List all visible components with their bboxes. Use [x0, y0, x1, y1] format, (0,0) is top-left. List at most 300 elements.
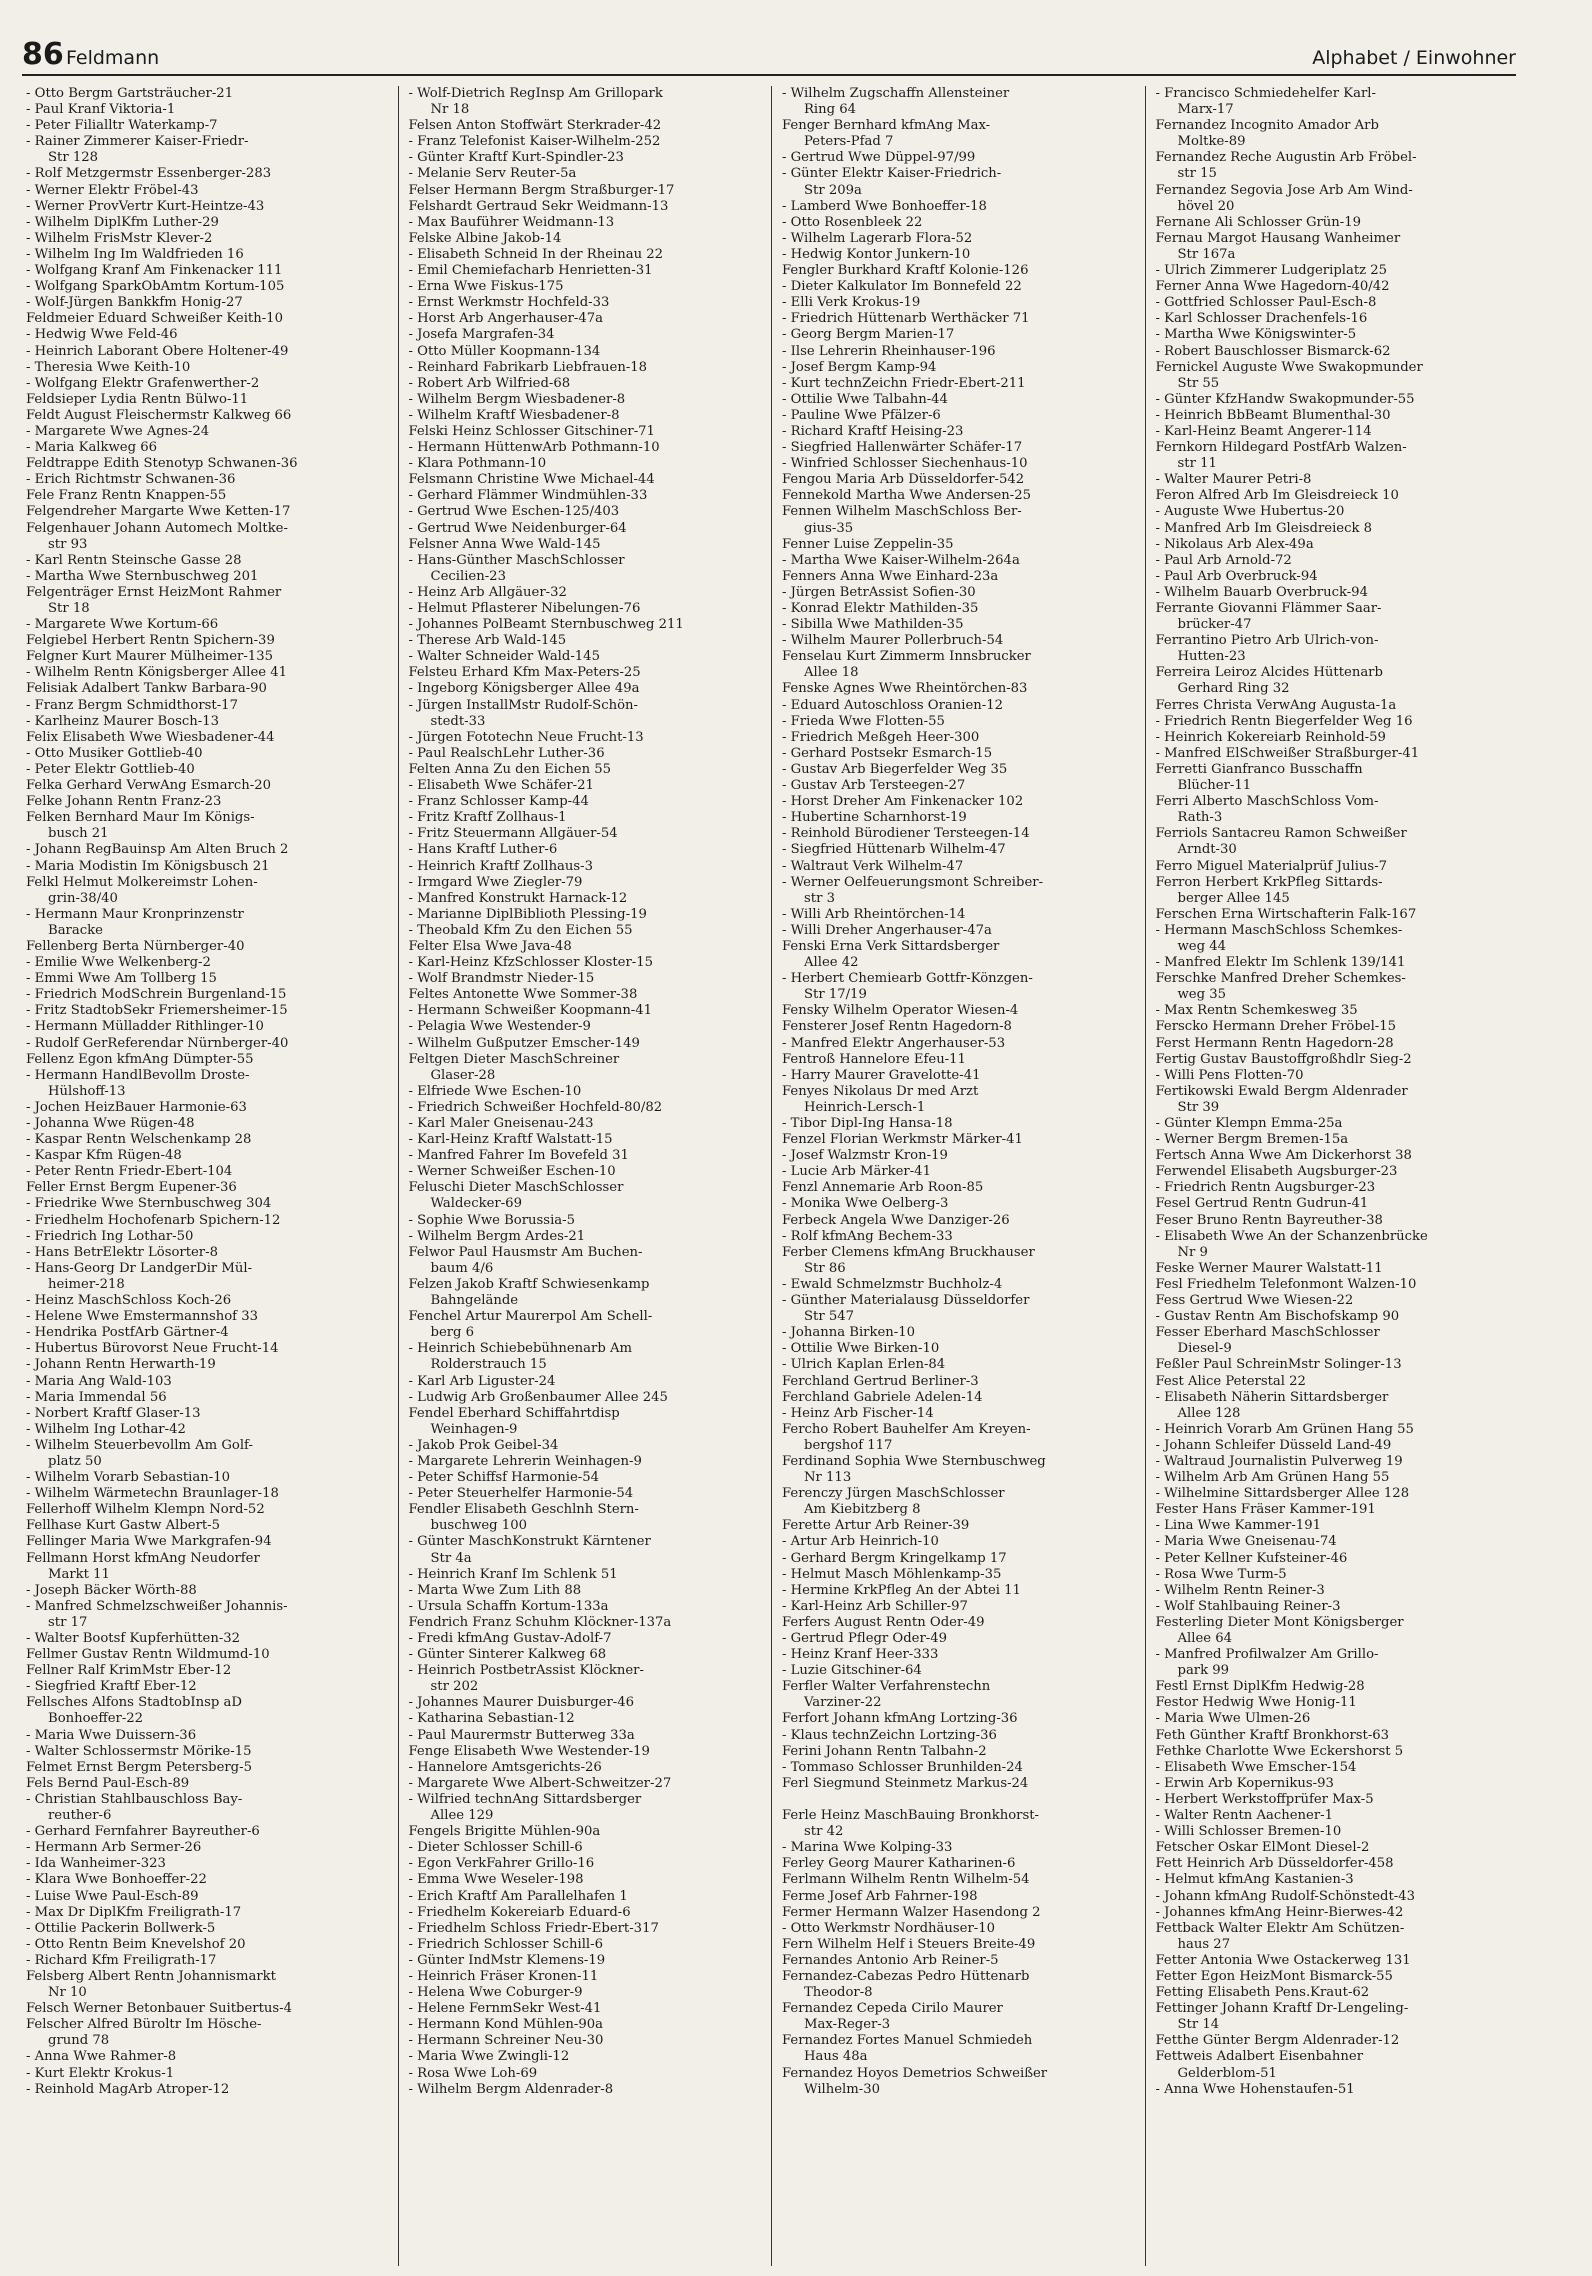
directory-entry-line: Fellmer Gustav Rentn Wildmumd-10 — [26, 1647, 270, 1663]
directory-entry-line: - Hans-Georg Dr LandgerDir Mül- — [26, 1260, 253, 1276]
directory-entry-line: - Francisco Schmiedehelfer Karl- — [1155, 86, 1376, 101]
directory-entry-line: Str 209a — [804, 182, 862, 198]
directory-entry-line: - Anna Wwe Hohenstaufen-51 — [1155, 2081, 1355, 2097]
directory-entry-line: - Elisabeth Wwe Emscher-154 — [1155, 1759, 1357, 1775]
directory-entry-line: - Franz Schlosser Kamp-44 — [408, 794, 589, 810]
directory-entry-line: - Georg Bergm Marien-17 — [782, 327, 955, 343]
directory-entry-line: - Wilfried technAng Sittardsberger — [408, 1791, 642, 1807]
directory-entry-line: - Rosa Wwe Loh-69 — [408, 2065, 538, 2081]
directory-entry-line: Str 4a — [430, 1550, 472, 1566]
directory-entry-line: Felgiebel Herbert Rentn Spichern-39 — [26, 633, 275, 649]
directory-entry-line: Str 86 — [804, 1260, 846, 1276]
directory-entry-line: - Wilhelm DiplKfm Luther-29 — [26, 214, 219, 230]
directory-entry-line: Fellenberg Berta Nürnberger-40 — [26, 938, 245, 954]
directory-entry-line: Fertig Gustav Baustoffgroßhdlr Sieg-2 — [1155, 1051, 1412, 1067]
directory-entry-line: - Maria Immendal 56 — [26, 1389, 167, 1405]
directory-entry-line: - Heinrich Schiebebühnenarb Am — [408, 1341, 632, 1357]
directory-entry-line: Ferretti Gianfranco Busschaffn — [1155, 761, 1363, 777]
directory-entry-line: - Jürgen InstallMstr Rudolf-Schön- — [408, 697, 638, 713]
directory-entry-line: Fensterer Josef Rentn Hagedorn-8 — [782, 1019, 1012, 1035]
directory-entry-line: - Hannelore Amtsgerichts-26 — [408, 1759, 602, 1775]
directory-entry-line: Fenger Bernhard kfmAng Max- — [782, 118, 991, 134]
directory-entry-line: Hülshoff-13 — [48, 1083, 126, 1099]
directory-entry-line: - Ulrich Kaplan Erlen-84 — [782, 1357, 946, 1373]
directory-entry-line: - Wolfgang Elektr Grafenwerther-2 — [26, 375, 260, 391]
directory-entry-line: - Heinrich Kokereiarb Reinhold-59 — [1155, 729, 1386, 745]
directory-entry-line: - Friedhelm Kokereiarb Eduard-6 — [408, 1904, 631, 1920]
directory-entry-line: Ferchland Gertrud Berliner-3 — [782, 1373, 979, 1389]
directory-entry-line: Festl Ernst DiplKfm Hedwig-28 — [1155, 1679, 1365, 1695]
directory-entry-line: - Kurt technZeichn Friedr-Ebert-211 — [782, 375, 1026, 391]
directory-entry-line: Ferchland Gabriele Adelen-14 — [782, 1389, 983, 1405]
directory-entry-line: - Margarete Wwe Agnes-24 — [26, 423, 210, 439]
directory-entry-line: - Rosa Wwe Turm-5 — [1155, 1566, 1287, 1582]
directory-entry-line: Ferriols Santacreu Ramon Schweißer — [1155, 826, 1407, 842]
directory-entry-line: - Emil Chemiefacharb Henrietten-31 — [408, 263, 653, 279]
directory-entry-line: - Wolf Brandmstr Nieder-15 — [408, 971, 595, 987]
directory-entry-line: Feldtrappe Edith Stenotyp Schwanen-36 — [26, 456, 298, 472]
directory-entry-line: Feske Werner Maurer Walstatt-11 — [1155, 1260, 1383, 1276]
directory-entry-line: Felten Anna Zu den Eichen 55 — [408, 761, 612, 777]
directory-entry-line: Feldmeier Eduard Schweißer Keith-10 — [26, 311, 283, 327]
directory-entry-line: - Emmi Wwe Am Tollberg 15 — [26, 971, 217, 987]
directory-entry-line: str 15 — [1177, 166, 1217, 182]
directory-entry-line: - Maria Kalkweg 66 — [26, 440, 158, 456]
directory-entry-line: - Manfred Konstrukt Harnack-12 — [408, 890, 628, 906]
directory-entry-line: Fellner Ralf KrimMstr Eber-12 — [26, 1663, 232, 1679]
directory-entry-line: - Johannes Maurer Duisburger-46 — [408, 1695, 635, 1711]
directory-entry-line: - Hermann HüttenwArb Pothmann-10 — [408, 440, 660, 456]
directory-entry-line: - Herbert Werkstoffprüfer Max-5 — [1155, 1791, 1374, 1807]
directory-entry-line: - Hubertine Scharnhorst-19 — [782, 810, 967, 826]
directory-entry-line: - Rainer Zimmerer Kaiser-Friedr- — [26, 134, 249, 150]
directory-entry-line: Allee 64 — [1177, 1631, 1233, 1646]
directory-entry-line: - Wilhelm FrisMstr Klever-2 — [26, 230, 213, 246]
directory-entry-line: Felsen Anton Stoffwärt Sterkrader-42 — [408, 118, 662, 134]
directory-entry-line: - Peter Filialltr Waterkamp-7 — [26, 118, 218, 134]
directory-entry-line: Nr 113 — [804, 1470, 852, 1486]
directory-entry-line: - Johannes PolBeamt Sternbuschweg 211 — [408, 617, 684, 633]
directory-entry-line: Felka Gerhard VerwAng Esmarch-20 — [26, 778, 271, 794]
directory-entry-line: Fensky Wilhelm Operator Wiesen-4 — [782, 1003, 1019, 1019]
directory-entry-line: - Marta Wwe Zum Lith 88 — [408, 1582, 582, 1598]
directory-entry-line: - Jochen HeizBauer Harmonie-63 — [26, 1099, 247, 1115]
directory-entry-line: - Gertrud Wwe Neidenburger-64 — [408, 520, 627, 536]
directory-entry-line: Str 18 — [48, 601, 90, 616]
directory-entry-line: Fellhase Kurt Gastw Albert-5 — [26, 1518, 221, 1534]
directory-entry-line: - Walter Rentn Aachener-1 — [1155, 1808, 1333, 1824]
directory-entry-line: - Ottilie Wwe Talbahn-44 — [782, 391, 948, 407]
directory-entry-line: - Johann kfmAng Rudolf-Schönstedt-43 — [1155, 1888, 1416, 1904]
directory-entry-line: - Franz Bergm Schmidthorst-17 — [26, 697, 238, 713]
directory-entry-line: - Peter Elektr Gottlieb-40 — [26, 761, 195, 777]
directory-entry-line: - Helene FernmSekr West-41 — [408, 2001, 602, 2017]
directory-entry-line: - Rolf Metzgermstr Essenberger-283 — [26, 166, 272, 182]
directory-entry-line: - Heinrich Kranf Im Schlenk 51 — [408, 1566, 618, 1582]
directory-entry-line: Fernau Margot Hausang Wanheimer — [1155, 230, 1401, 246]
directory-entry-line: Ferfort Johann kfmAng Lortzing-36 — [782, 1711, 1018, 1727]
directory-entry-line: bergshof 117 — [804, 1437, 893, 1453]
directory-entry-line: - Hubertus Bürovorst Neue Frucht-14 — [26, 1341, 279, 1357]
directory-entry-line: - Wolf-Dietrich RegInsp Am Grillopark — [408, 86, 663, 101]
directory-entry-line: - Friedrich Rentn Augsburger-23 — [1155, 1180, 1376, 1196]
directory-entry-line: - Karl Maler Gneisenau-243 — [408, 1116, 594, 1131]
directory-entry-line: - Manfred Schmelzschweißer Johannis- — [26, 1598, 288, 1614]
directory-entry-line: Felgendreher Margarte Wwe Ketten-17 — [26, 504, 291, 520]
directory-entry-line: Fester Hans Fräser Kammer-191 — [1155, 1502, 1376, 1518]
page-number: 86 — [22, 37, 64, 72]
directory-entry-line: Fettinger Johann Kraftf Dr-Lengeling- — [1155, 2001, 1409, 2017]
directory-entry-line: - Luise Wwe Paul-Esch-89 — [26, 1888, 199, 1904]
directory-entry-line: Feßler Paul SchreinMstr Solinger-13 — [1155, 1357, 1402, 1373]
directory-entry-line: Fenyes Nikolaus Dr med Arzt — [782, 1083, 979, 1099]
directory-entry-line: - Otto Musiker Gottlieb-40 — [26, 745, 203, 761]
directory-entry-line: - Reinhard Fabrikarb Liebfrauen-18 — [408, 359, 648, 375]
directory-entry-line: Fellinger Maria Wwe Markgrafen-94 — [26, 1534, 272, 1550]
directory-entry-line: haus 27 — [1177, 1936, 1231, 1952]
directory-entry-line: - Siegfried Hallenwärter Schäfer-17 — [782, 440, 1023, 456]
directory-entry-line: - Otto Werkmstr Nordhäuser-10 — [782, 1920, 996, 1936]
directory-entry-line: - Hermann HandlBevollm Droste- — [26, 1067, 250, 1083]
directory-entry-line: brücker-47 — [1177, 617, 1252, 633]
directory-entry-line: - Otto Rentn Beim Knevelshof 20 — [26, 1936, 246, 1952]
directory-entry-line: - Johanna Wwe Rügen-48 — [26, 1116, 195, 1131]
directory-entry-line: - Pelagia Wwe Westender-9 — [408, 1019, 591, 1035]
directory-entry-line: Nr 10 — [48, 1985, 87, 2001]
directory-entry-line: - Wilhelm Steuerbevollm Am Golf- — [26, 1437, 253, 1453]
directory-entry-line: grin-38/40 — [48, 890, 118, 906]
directory-entry-line: - Martha Wwe Sternbuschweg 201 — [26, 568, 259, 584]
directory-entry-line: Rolderstrauch 15 — [430, 1357, 547, 1373]
directory-entry-line: Fethke Charlotte Wwe Eckershorst 5 — [1155, 1743, 1404, 1759]
directory-entry-line: Nr 18 — [430, 102, 470, 118]
directory-entry-line: Fenski Erna Verk Sittardsberger — [782, 938, 1000, 954]
directory-entry-line: - Hans-Günther MaschSchlosser — [408, 552, 625, 568]
directory-entry-line: Feldt August Fleischermstr Kalkweg 66 — [26, 407, 292, 423]
directory-entry-line: - Margarete Wwe Albert-Schweitzer-27 — [408, 1775, 672, 1791]
directory-entry-line: - Richard Kraftf Heising-23 — [782, 423, 964, 439]
directory-entry-line: - Walter Schneider Wald-145 — [408, 649, 600, 665]
directory-entry-line: Str 128 — [48, 150, 99, 166]
directory-entry-line: - Hermann Kond Mühlen-90a — [408, 2017, 603, 2033]
directory-entry-line: - Winfried Schlosser Siechenhaus-10 — [782, 456, 1028, 472]
directory-entry-line: Felgner Kurt Maurer Mülheimer-135 — [26, 649, 273, 665]
directory-entry-line: Ferrantino Pietro Arb Ulrich-von- — [1155, 633, 1379, 649]
directory-entry-line: - Paul Kranf Viktoria-1 — [26, 102, 176, 118]
directory-entry-line: - Elli Verk Krokus-19 — [782, 295, 921, 311]
directory-entry-line: - Maria Ang Wald-103 — [26, 1373, 172, 1389]
directory-entry-line: Str 167a — [1177, 246, 1236, 262]
directory-entry-line: Allee 18 — [804, 665, 859, 681]
directory-entry-line: - Wilhelm Rentn Königsberger Allee 41 — [26, 665, 288, 681]
directory-entry-line: Bahngelände — [430, 1293, 519, 1309]
directory-entry-line: - Max Dr DiplKfm Freiligrath-17 — [26, 1904, 242, 1920]
directory-entry-line: Feth Günther Kraftf Bronkhorst-63 — [1155, 1727, 1390, 1743]
directory-entry-line: - Wilhelm Arb Am Grünen Hang 55 — [1155, 1470, 1390, 1486]
directory-entry-line: Ferscko Hermann Dreher Fröbel-15 — [1155, 1019, 1397, 1035]
directory-column-2 — [398, 86, 772, 2266]
directory-entry-line: - Johann Rentn Herwarth-19 — [26, 1357, 216, 1373]
directory-entry-line: - Wilhelm Bergm Wiesbadener-8 — [408, 391, 626, 407]
directory-entry-line: Fertsch Anna Wwe Am Dickerhorst 38 — [1155, 1148, 1412, 1164]
directory-entry-line: - Hermann Maur Kronprinzenstr — [26, 906, 244, 922]
directory-entry-line: Ferwendel Elisabeth Augsburger-23 — [1155, 1164, 1398, 1180]
directory-entry-line: Fernandez-Cabezas Pedro Hüttenarb — [782, 1968, 1030, 1984]
directory-entry-line: - Ilse Lehrerin Rheinhauser-196 — [782, 343, 996, 359]
directory-entry-line: - Therese Arb Wald-145 — [408, 633, 567, 649]
directory-entry-line: Fernandez Incognito Amador Arb — [1155, 118, 1379, 134]
directory-entry-line: - Friedhelm Schloss Friedr-Ebert-317 — [408, 1920, 659, 1936]
directory-entry-line: - Friedrich Rentn Biegerfelder Weg 16 — [1155, 713, 1413, 729]
directory-entry-line: Fermer Hermann Walzer Hasendong 2 — [782, 1904, 1041, 1920]
directory-entry-line: - Heinrich Kraftf Zollhaus-3 — [408, 858, 594, 874]
directory-entry-line: - Margarete Wwe Kortum-66 — [26, 617, 219, 633]
directory-entry-line: - Wilhelm Lagerarb Flora-52 — [782, 230, 973, 246]
directory-entry-line: - Hans BetrElektr Lösorter-8 — [26, 1244, 218, 1260]
directory-entry-line: - Günther Materialausg Düsseldorfer — [782, 1293, 1030, 1309]
directory-entry-line: Felke Johann Rentn Franz-23 — [26, 794, 222, 810]
directory-entry-line: - Egon VerkFahrer Grillo-16 — [408, 1856, 595, 1872]
directory-entry-line: - Wilhelm Gußputzer Emscher-149 — [408, 1035, 640, 1051]
directory-entry-line: - Irmgard Wwe Ziegler-79 — [408, 874, 583, 890]
directory-entry-line: - Wolfgang Kranf Am Finkenacker 111 — [26, 263, 283, 279]
directory-entry-line: - Heinz Arb Fischer-14 — [782, 1405, 934, 1421]
directory-entry-line: Fesel Gertrud Rentn Gudrun-41 — [1155, 1196, 1369, 1212]
directory-entry-line: - Joseph Bäcker Wörth-88 — [26, 1582, 197, 1598]
directory-entry-line: - Elfriede Wwe Eschen-10 — [408, 1083, 582, 1099]
directory-entry-line: - Friedrich Meßgeh Heer-300 — [782, 729, 980, 745]
directory-entry-line: - Wilhelm Bergm Aldenrader-8 — [408, 2081, 614, 2097]
directory-entry-line: - Franz Telefonist Kaiser-Wilhelm-252 — [408, 134, 661, 150]
directory-entry-line: - Günter Elektr Kaiser-Friedrich- — [782, 166, 1002, 182]
directory-entry-line: Felsner Anna Wwe Wald-145 — [408, 536, 601, 552]
directory-entry-line: Felsmann Christine Wwe Michael-44 — [408, 472, 655, 488]
directory-entry-line: Ferme Josef Arb Fahrner-198 — [782, 1888, 978, 1904]
directory-entry-line: - Friedrich ModSchrein Burgenland-15 — [26, 987, 287, 1003]
directory-entry-line: Ferbeck Angela Wwe Danziger-26 — [782, 1212, 1010, 1228]
directory-entry-line: - Willi Dreher Angerhauser-47a — [782, 922, 992, 938]
directory-entry-line: Haus 48a — [804, 2049, 868, 2065]
directory-entry-line: Fellerhoff Wilhelm Klempn Nord-52 — [26, 1502, 265, 1518]
directory-entry-line: Blücher-11 — [1177, 778, 1252, 794]
directory-entry-line: - Hermann Schweißer Koopmann-41 — [408, 1003, 653, 1019]
directory-entry-line: - Josefa Margrafen-34 — [408, 327, 555, 343]
directory-entry-line: - Pauline Wwe Pfälzer-6 — [782, 407, 941, 423]
directory-entry-line: - Günter Kraftf Kurt-Spindler-23 — [408, 150, 624, 166]
directory-entry-line: - Hedwig Kontor Junkern-10 — [782, 246, 971, 262]
directory-entry-line: Felski Heinz Schlosser Gitschiner-71 — [408, 423, 655, 439]
directory-entry-line: - Gerhard Flämmer Windmühlen-33 — [408, 488, 648, 504]
directory-entry-line: Fernickel Auguste Wwe Swakopmunder — [1155, 359, 1423, 375]
directory-entry-line: - Fritz StadtobSekr Friemersheimer-15 — [26, 1003, 288, 1019]
directory-entry-line: - Wilhelm Bergm Ardes-21 — [408, 1228, 586, 1244]
directory-entry-line: - Gerhard Bergm Kringelkamp 17 — [782, 1550, 1007, 1566]
directory-entry-line: Ferfler Walter Verfahrenstechn — [782, 1679, 991, 1695]
directory-entry-line: - Heinrich Vorarb Am Grünen Hang 55 — [1155, 1421, 1414, 1437]
directory-entry-line: Hutten-23 — [1177, 649, 1246, 665]
directory-entry-line: Allee 129 — [430, 1808, 494, 1824]
directory-entry-line: Fesser Eberhard MaschSchlosser — [1155, 1325, 1380, 1341]
directory-entry-line: - Manfred Fahrer Im Bovefeld 31 — [408, 1148, 629, 1164]
directory-entry-line: grund 78 — [48, 2033, 110, 2049]
directory-entry-line: - Heinrich BbBeamt Blumenthal-30 — [1155, 407, 1391, 423]
directory-entry-line: Fertikowski Ewald Bergm Aldenrader — [1155, 1083, 1408, 1099]
directory-entry-line: - Elisabeth Näherin Sittardsberger — [1155, 1389, 1389, 1405]
directory-entry-line: Felmet Ernst Bergm Petersberg-5 — [26, 1759, 252, 1775]
directory-entry-line: Fendrich Franz Schuhm Klöckner-137a — [408, 1614, 672, 1630]
directory-entry-line: - Ludwig Arb Großenbaumer Allee 245 — [408, 1389, 668, 1405]
directory-entry-line: Baracke — [48, 922, 103, 938]
directory-entry-line: - Friedrich Schlosser Schill-6 — [408, 1936, 603, 1952]
directory-column-4 — [1145, 86, 1519, 2266]
directory-entry-line: Fernkorn Hildegard PostfArb Walzen- — [1155, 440, 1407, 456]
directory-entry-line: Allee 42 — [804, 955, 859, 971]
directory-entry-line: - Wilhelm Bauarb Overbruck-94 — [1155, 584, 1368, 600]
directory-entry-line: - Artur Arb Heinrich-10 — [782, 1534, 939, 1550]
directory-entry-line: Fellmann Horst kfmAng Neudorfer — [26, 1550, 260, 1566]
directory-entry-line: - Werner Bergm Bremen-15a — [1155, 1132, 1349, 1148]
directory-entry-line: - Gerhard Postsekr Esmarch-15 — [782, 745, 993, 761]
directory-entry-line: - Werner Oelfeuerungsmont Schreiber- — [782, 874, 1044, 890]
directory-entry-line: - Wolf-Jürgen Bankkfm Honig-27 — [26, 295, 243, 311]
directory-entry-line: - Günter Sinterer Kalkweg 68 — [408, 1647, 607, 1663]
directory-entry-line: - Wilhelm Wärmetechn Braunlager-18 — [26, 1486, 279, 1502]
directory-entry-line: - Helena Wwe Coburger-9 — [408, 1985, 583, 2001]
directory-entry-line: - Erich Kraftf Am Parallelhafen 1 — [408, 1888, 628, 1904]
directory-entry-line: - Friedrike Wwe Sternbuschweg 304 — [26, 1196, 272, 1212]
directory-entry-line: Felwor Paul Hausmstr Am Buchen- — [408, 1244, 643, 1260]
directory-entry-line: Fettback Walter Elektr Am Schützen- — [1155, 1920, 1405, 1936]
directory-entry-line: - Helmut kfmAng Kastanien-3 — [1155, 1872, 1354, 1888]
directory-entry-line: - Eduard Autoschloss Oranien-12 — [782, 697, 1004, 713]
directory-entry-line: - Werner Schweißer Eschen-10 — [408, 1164, 616, 1180]
directory-entry-line: - Günter KfzHandw Swakopmunder-55 — [1155, 391, 1415, 407]
directory-entry-line: Ferst Hermann Rentn Hagedorn-28 — [1155, 1035, 1394, 1051]
directory-entry-line: - Kurt Elektr Krokus-1 — [26, 2065, 175, 2081]
directory-entry-line: - Luzie Gitschiner-64 — [782, 1663, 922, 1679]
directory-entry-line: Fernane Ali Schlosser Grün-19 — [1155, 214, 1362, 230]
directory-entry-line: - Wilhelm Kraftf Wiesbadener-8 — [408, 407, 620, 423]
directory-entry-line: Ferenczy Jürgen MaschSchlosser — [782, 1486, 1005, 1502]
directory-entry-line: Felsberg Albert Rentn Johannismarkt — [26, 1968, 276, 1984]
directory-entry-line: Fest Alice Peterstal 22 — [1155, 1373, 1306, 1389]
directory-entry-line: - Wolf Stahlbauing Reiner-3 — [1155, 1598, 1341, 1614]
directory-entry-line: Festerling Dieter Mont Königsberger — [1155, 1614, 1404, 1630]
directory-entry-line: - Helene Wwe Emstermannshof 33 — [26, 1309, 259, 1325]
directory-entry-line: Fellsches Alfons StadtobInsp aD — [26, 1695, 242, 1711]
directory-entry-line: - Horst Arb Angerhauser-47a — [408, 311, 604, 327]
directory-entry-line: - Dieter Schlosser Schill-6 — [408, 1840, 583, 1856]
directory-entry-line: Fetter Antonia Wwe Ostackerweg 131 — [1155, 1952, 1411, 1968]
directory-entry-line: - Günter Klempn Emma-25a — [1155, 1116, 1343, 1131]
directory-entry-line: Ferres Christa VerwAng Augusta-1a — [1155, 697, 1397, 713]
directory-entry-line: - Lamberd Wwe Bonhoeffer-18 — [782, 198, 987, 214]
directory-entry-line: - Gustav Rentn Am Bischofskamp 90 — [1155, 1309, 1400, 1325]
directory-entry-line: - Friedhelm Hochofenarb Spichern-12 — [26, 1212, 281, 1228]
directory-entry-line: - Helmut Masch Möhlenkamp-35 — [782, 1566, 1002, 1582]
directory-entry-line: - Gertrud Wwe Eschen-125/403 — [408, 504, 620, 520]
directory-entry-line: - Ida Wanheimer-323 — [26, 1856, 166, 1872]
directory-entry-line: Glaser-28 — [430, 1067, 496, 1083]
directory-entry-line: - Hermann Schreiner Neu-30 — [408, 2033, 604, 2049]
directory-entry-line: Fenge Elisabeth Wwe Westender-19 — [408, 1743, 650, 1759]
directory-entry-line: Fess Gertrud Wwe Wiesen-22 — [1155, 1293, 1354, 1309]
directory-entry-line: - Kaspar Rentn Welschenkamp 28 — [26, 1132, 252, 1148]
directory-entry-line: Ferfers August Rentn Oder-49 — [782, 1614, 985, 1630]
directory-entry-line: - Hermine KrkPfleg An der Abtei 11 — [782, 1582, 1021, 1598]
directory-entry-line: - Norbert Kraftf Glaser-13 — [26, 1405, 201, 1421]
directory-entry-line: Fernandez Hoyos Demetrios Schweißer — [782, 2065, 1048, 2081]
directory-entry-line: - Friedrich Ing Lothar-50 — [26, 1228, 194, 1244]
directory-columns — [24, 86, 1518, 2266]
directory-entry-line: - Nikolaus Arb Alex-49a — [1155, 536, 1314, 552]
directory-entry-line: Wilhelm-30 — [804, 2081, 881, 2097]
directory-entry-line: - Lucie Arb Märker-41 — [782, 1164, 931, 1180]
directory-entry-line: - Sophie Wwe Borussia-5 — [408, 1212, 575, 1228]
directory-entry-line: - Gustav Arb Tersteegen-27 — [782, 778, 966, 794]
directory-entry-line: Ferro Miguel Materialprüf Julius-7 — [1155, 858, 1388, 874]
directory-entry-line: Fett Heinrich Arb Düsseldorfer-458 — [1155, 1856, 1394, 1872]
directory-entry-line: - Willi Pens Flotten-70 — [1155, 1067, 1304, 1083]
directory-entry-line: - Wilhelm Zugschaffn Allensteiner — [782, 86, 1010, 101]
directory-entry-line: Peters-Pfad 7 — [804, 134, 894, 150]
directory-entry-line: Fetthe Günter Bergm Aldenrader-12 — [1155, 2033, 1400, 2049]
directory-entry-line: Fengels Brigitte Mühlen-90a — [408, 1824, 601, 1840]
directory-entry-line: - Erwin Arb Kopernikus-93 — [1155, 1775, 1334, 1791]
directory-entry-line: - Martha Wwe Kaiser-Wilhelm-264a — [782, 552, 1020, 568]
directory-entry-line: - Paul Arb Overbruck-94 — [1155, 568, 1318, 584]
directory-entry-line: Allee 128 — [1177, 1405, 1241, 1421]
directory-entry-line: Fernandez Reche Augustin Arb Fröbel- — [1155, 150, 1417, 166]
directory-entry-line: Max-Reger-3 — [804, 2017, 891, 2033]
directory-entry-line: Ferner Anna Wwe Hagedorn-40/42 — [1155, 279, 1390, 295]
directory-entry-line: heimer-218 — [48, 1276, 125, 1292]
directory-entry-line: - Ottilie Wwe Birken-10 — [782, 1341, 940, 1357]
directory-entry-line: - Wilhelmine Sittardsberger Allee 128 — [1155, 1486, 1410, 1502]
directory-entry-line: - Max Bauführer Weidmann-13 — [408, 214, 615, 230]
directory-entry-line: - Karl Rentn Steinsche Gasse 28 — [26, 552, 242, 568]
directory-entry-line: Ferlmann Wilhelm Rentn Wilhelm-54 — [782, 1872, 1030, 1888]
directory-entry-line: - Harry Maurer Gravelotte-41 — [782, 1067, 981, 1083]
directory-entry-line: Fendler Elisabeth Geschlnh Stern- — [408, 1502, 639, 1518]
directory-entry-line: Ferri Alberto MaschSchloss Vom- — [1155, 794, 1379, 810]
directory-entry-line: - Reinhold Bürodiener Tersteegen-14 — [782, 826, 1030, 842]
directory-entry-line: Gelderblom-51 — [1177, 2065, 1277, 2081]
directory-entry-line: Fengler Burkhard Kraftf Kolonie-126 — [782, 263, 1029, 279]
directory-entry-line: - Max Rentn Schemkesweg 35 — [1155, 1003, 1358, 1019]
directory-entry-line: Felgenhauer Johann Automech Moltke- — [26, 520, 288, 536]
directory-entry-line: Fenchel Artur Maurerpol Am Schell- — [408, 1309, 653, 1325]
directory-entry-line: - Frieda Wwe Flotten-55 — [782, 713, 945, 729]
directory-entry-line: Felser Hermann Bergm Straßburger-17 — [408, 182, 675, 198]
directory-entry-line: Waldecker-69 — [430, 1196, 522, 1212]
directory-entry-line: - Karl-Heinz Beamt Angerer-114 — [1155, 423, 1372, 439]
directory-entry-line: Bonhoeffer-22 — [48, 1711, 144, 1727]
directory-entry-line — [782, 1792, 1137, 1808]
directory-entry-line: - Konrad Elektr Mathilden-35 — [782, 601, 979, 616]
directory-entry-line: - Klara Pothmann-10 — [408, 456, 547, 472]
directory-entry-line: - Emma Wwe Weseler-198 — [408, 1872, 584, 1888]
directory-entry-line: reuther-6 — [48, 1808, 112, 1824]
directory-entry-line: Diesel-9 — [1177, 1341, 1232, 1357]
directory-entry-line: - Margarete Lehrerin Weinhagen-9 — [408, 1453, 642, 1469]
directory-entry-line: - Helmut Pflasterer Nibelungen-76 — [408, 601, 641, 616]
directory-entry-line: Fendel Eberhard Schiffahrtdisp — [408, 1405, 620, 1421]
directory-entry-line: str 42 — [804, 1824, 844, 1840]
directory-entry-line: - Maria Wwe Gneisenau-74 — [1155, 1534, 1337, 1550]
directory-entry-line: Felsteu Erhard Kfm Max-Peters-25 — [408, 665, 641, 681]
directory-entry-line: gius-35 — [804, 520, 854, 536]
